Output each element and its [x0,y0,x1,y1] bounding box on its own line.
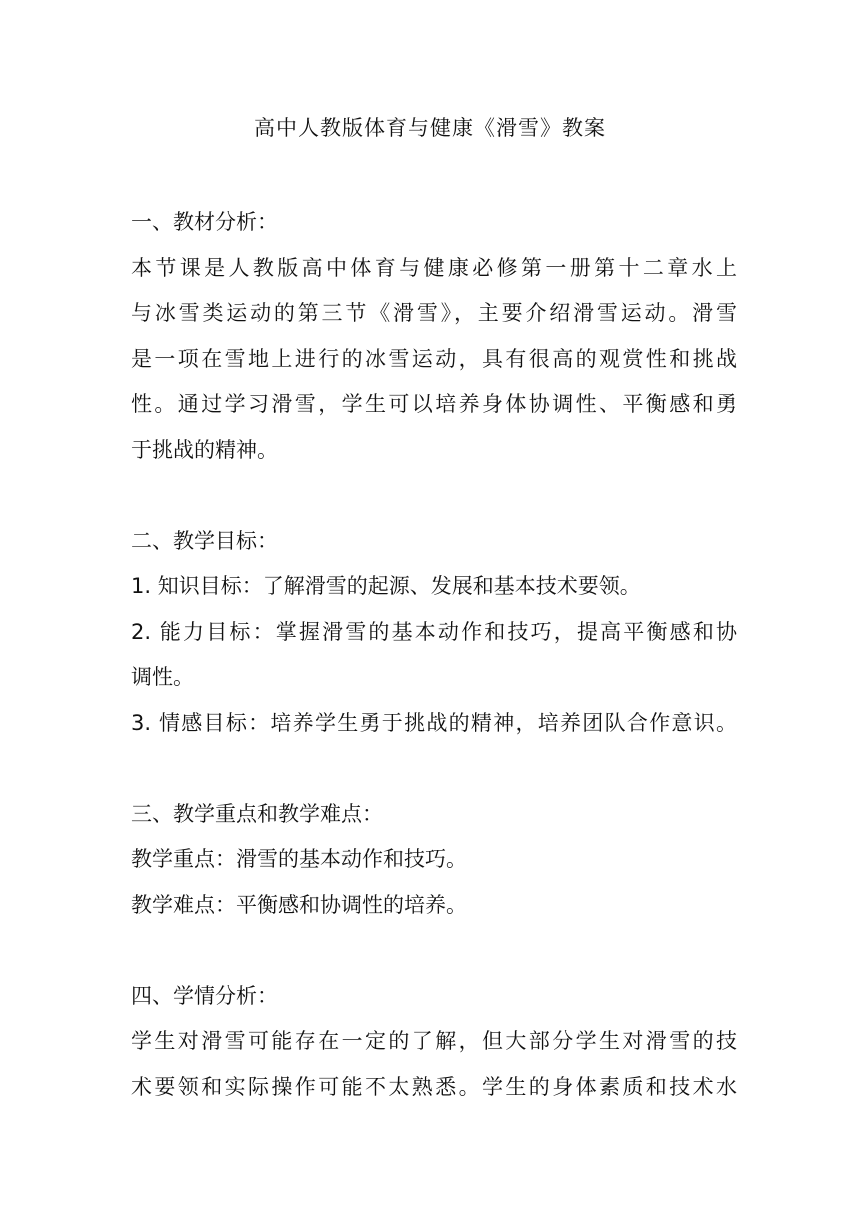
paragraph-line: 是一项在雪地上进行的冰雪运动，具有很高的观赏性和挑战 [131,346,737,371]
document-title: 高中人教版体育与健康《滑雪》教案 [254,116,606,140]
paragraph-line: 性。通过学习滑雪，学生可以培养身体协调性、平衡感和勇 [131,392,737,416]
list-item: 3. 情感目标：培养学生勇于挑战的精神，培养团队合作意识。 [131,710,737,735]
section-heading-student-analysis: 四、学情分析： [131,983,278,1008]
section-heading-teaching-objectives: 二、教学目标： [131,528,278,553]
list-item: 1. 知识目标：了解滑雪的起源、发展和基本技术要领。 [131,574,641,598]
paragraph-line: 教学重点：滑雪的基本动作和技巧。 [131,847,467,871]
paragraph-line: 于挑战的精神。 [131,437,278,462]
list-item-continuation: 调性。 [131,665,194,689]
paragraph-line: 教学难点：平衡感和协调性的培养。 [131,892,467,917]
spacer [131,928,737,974]
paragraph-line: 学生对滑雪可能存在一定的了解，但大部分学生对滑雪的技 [131,1029,737,1053]
section-heading-key-points: 三、教学重点和教学难点： [131,801,383,826]
paragraph-line: 术要领和实际操作可能不太熟悉。学生的身体素质和技术水 [131,1074,737,1099]
paragraph-line: 本节课是人教版高中体育与健康必修第一册第十二章水上 [131,255,737,280]
spacer [131,473,737,519]
paragraph-line: 与冰雪类运动的第三节《滑雪》，主要介绍滑雪运动。滑雪 [131,301,737,325]
list-item: 2. 能力目标：掌握滑雪的基本动作和技巧，提高平衡感和协 [131,619,737,644]
document-body [131,200,737,1110]
section-heading-textbook-analysis: 一、教材分析： [131,210,278,234]
spacer [131,746,737,792]
